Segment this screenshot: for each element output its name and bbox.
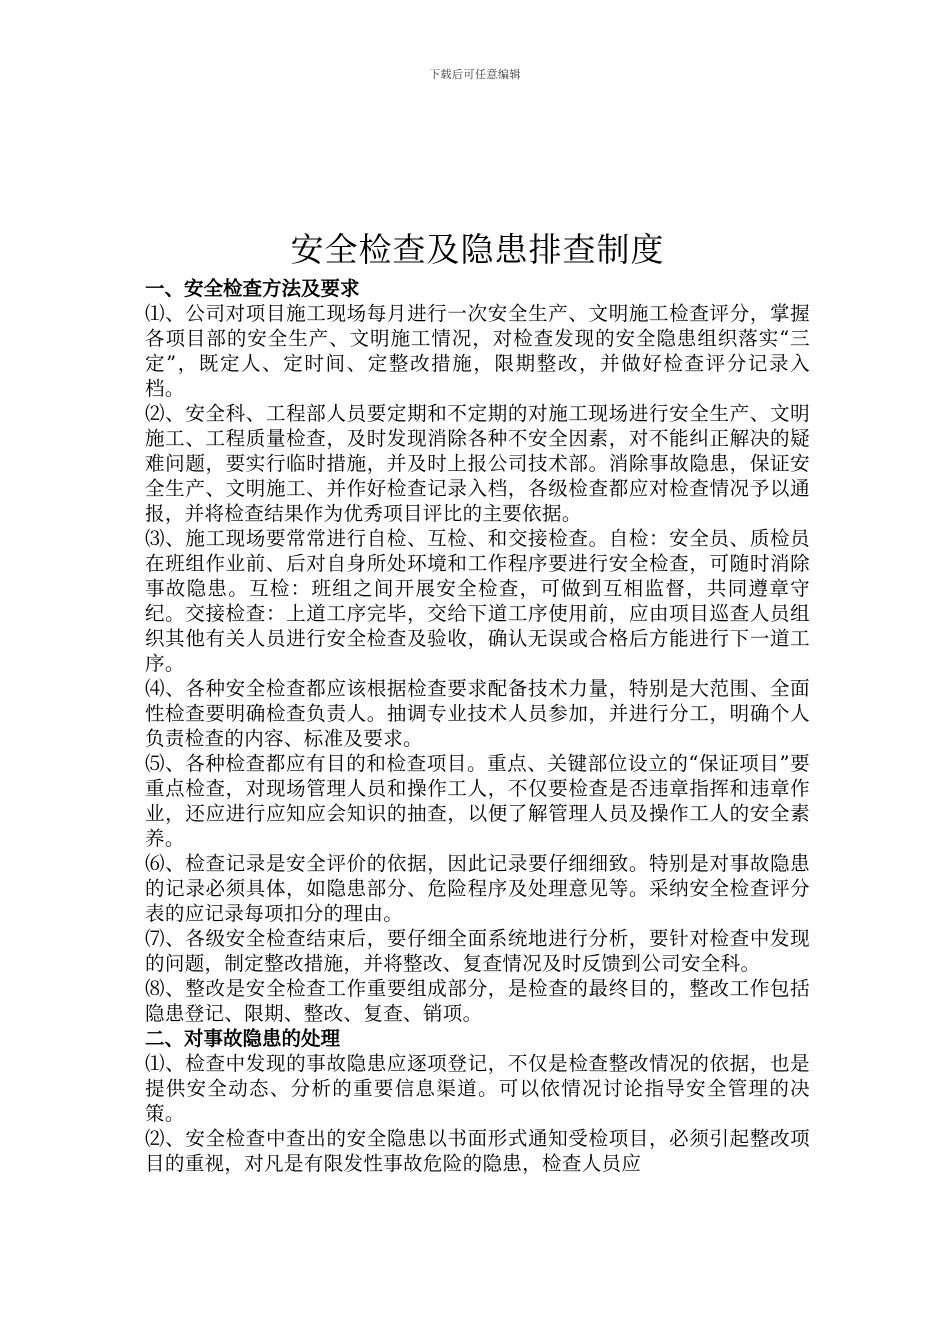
paragraph: ⑻、整改是安全检查工作重要组成部分，是检查的最终目的，整改工作包括隐患登记、限期、整改、复查、销项。 [145, 977, 810, 1025]
paragraph: ⑸、各种检查都应有目的和检查项目。重点、关键部位设立的“保证项目”要重点检查，对现场管理人员和操作工人，不仅要检查是否违章指挥和违章作业，还应进行应知应会知识的抽查，以便了解管理人员及操作工人的安全素养。 [145, 752, 810, 850]
paragraph: ⑴、检查中发现的事故隐患应逐项登记，不仅是检查整改情况的依据，也是提供安全动态、分析的重要信息渠道。可以依情况讨论指导安全管理的决策。 [145, 1052, 810, 1125]
document-title: 安全检查及隐患排查制度 [290, 230, 665, 269]
paragraph: ⑵、安全科、工程部人员要定期和不定期的对施工现场进行安全生产、文明施工、工程质量检查，及时发现消除各种不安全因素，对不能纠正解决的疑难问题，要实行临时措施，并及时上报公司技术部。消除事故隐患，保证安全生产、文明施工、并作好检查记录入档，各级检查都应对检查情况予以通报，并将检查结果作为优秀项目评比的主要依据。 [145, 402, 810, 525]
paragraph: ⑴、公司对项目施工现场每月进行一次安全生产、文明施工检查评分，掌握各项目部的安全生产、文明施工情况，对检查发现的安全隐患组织落实“三定”，既定人、定时间、定整改措施，限期整改，并做好检查评分记录入档。 [145, 302, 810, 400]
section-1 [145, 276, 810, 1026]
paragraph: ⑵、安全检查中查出的安全隐患以书面形式通知受检项目，必须引起整改项目的重视，对凡是有限发性事故危险的隐患，检查人员应 [145, 1127, 810, 1175]
section-heading: 一、安全检查方法及要求 [145, 277, 360, 300]
header-note: 下载后可任意编辑 [429, 68, 521, 81]
document-body [145, 228, 810, 1176]
section-heading: 二、对事故隐患的处理 [145, 1027, 341, 1050]
section-2 [145, 1026, 810, 1176]
paragraph: ⑶、施工现场要常常进行自检、互检、和交接检查。自检：安全员、质检员在班组作业前、后对自身所处环境和工作程序要进行安全检查，可随时消除事故隐患。互检：班组之间开展安全检查，可做到互相监督，共同遵章守纪。交接检查：上道工序完毕，交给下道工序使用前，应由项目巡查人员组织其他有关人员进行安全检查及验收，确认无误或合格后方能进行下一道工序。 [145, 527, 810, 675]
paragraph: ⑷、各种安全检查都应该根据检查要求配备技术力量，特别是大范围、全面性检查要明确检查负责人。抽调专业技术人员参加，并进行分工，明确个人负责检查的内容、标准及要求。 [145, 677, 810, 750]
paragraph: ⑺、各级安全检查结束后，要仔细全面系统地进行分析，要针对检查中发现的问题，制定整改措施，并将整改、复查情况及时反馈到公司安全科。 [145, 927, 810, 975]
paragraph: ⑹、检查记录是安全评价的依据，因此记录要仔细细致。特别是对事故隐患的记录必须具体，如隐患部分、危险程序及处理意见等。采纳安全检查评分表的应记录每项扣分的理由。 [145, 852, 810, 925]
